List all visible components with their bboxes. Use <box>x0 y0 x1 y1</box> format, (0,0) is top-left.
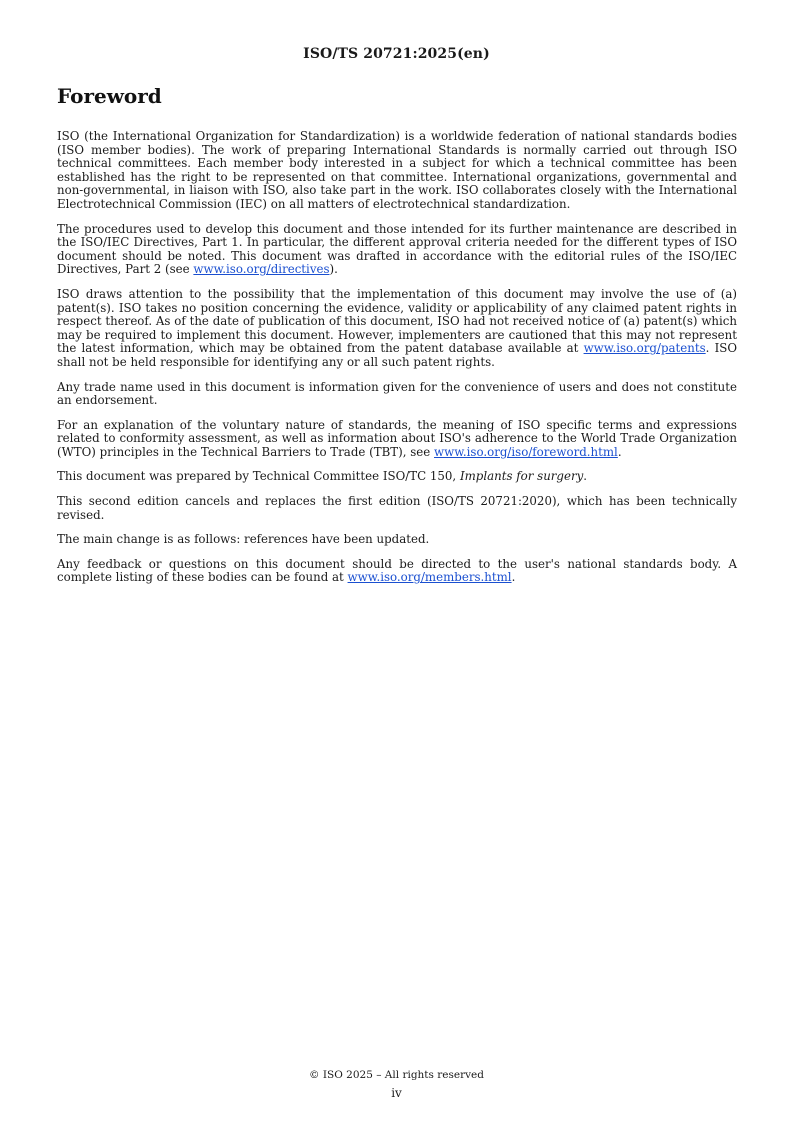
patents-link[interactable]: www.iso.org/patents <box>583 341 706 356</box>
paragraph-text: Any feedback or questions on this document should be directed to the user's national standards body. A complete listing of these bodies can be found at <box>57 556 737 585</box>
paragraph-iso-intro: ISO (the International Organization for Standardization) is a worldwide federation of national standards bodies (ISO member bodies). The work of preparing International Standards is normally carried out through ISO technical committees. Each member body interested in a subject for which a technical committee has been established has the right to be represented on that committee. International organizations, governmental and non-governmental, in liaison with ISO, also take part in the work. ISO collaborates closely with the International Electrotechnical Commission (IEC) on all matters of electrotechnical standardization. <box>57 129 737 211</box>
paragraph-text-end: . <box>617 444 622 459</box>
paragraph-text-end: . ISO shall not be held responsible for identifying any or all such patent rights. <box>57 341 737 369</box>
paragraph-text-end: . <box>511 570 516 585</box>
paragraph-feedback <box>57 558 737 585</box>
members-link[interactable]: www.iso.org/members.html <box>347 570 512 585</box>
paragraph-text-end: ). <box>329 262 338 277</box>
directives-link[interactable]: www.iso.org/directives <box>193 262 330 277</box>
paragraph-text: This document was prepared by Technical Committee ISO/TC 150, <box>57 469 460 484</box>
paragraph-text: ISO draws attention to the possibility that the implementation of this document may involve the use of (a) patent(s). ISO takes no position concerning the evidence, validity or applicability of any claimed patent rights in respect thereof. As of the date of publication of this document, ISO had not received notice of (a) patent(s) which may be required to implement this document. However, implementers are cautioned that this may not represent the latest information, which may be obtained from the patent database available at <box>57 286 737 356</box>
paragraph-committee <box>57 470 737 484</box>
paragraph-trade-name: Any trade name used in this document is information given for the convenience of users and does not constitute an endorsement. <box>57 379 737 408</box>
paragraph-text: The procedures used to develop this document and those intended for its further maintenance are described in the ISO/IEC Directives, Part 1. In particular, the different approval criteria needed for the different types of ISO document should be noted. This document was drafted in accordance with the editorial rules of the ISO/IEC Directives, Part 2 (see <box>57 221 737 277</box>
document-id-header: ISO/TS 20721:2025(en) <box>303 46 490 62</box>
committee-title: Implants for surgery <box>459 469 584 484</box>
paragraph-main-change: The main change is as follows: references have been updated. <box>57 532 430 547</box>
foreword-link[interactable]: www.iso.org/iso/foreword.html <box>434 444 618 459</box>
paragraph-procedures <box>57 223 737 277</box>
paragraph-patents <box>57 288 737 370</box>
paragraph-text: For an explanation of the voluntary nature of standards, the meaning of ISO specific terms and expressions related to conformity assessment, as well as information about ISO's adherence to the World Trade Organization (WTO) principles in the Technical Barriers to Trade (TBT), see <box>57 417 737 459</box>
copyright-notice: © ISO 2025 – All rights reserved <box>309 1069 484 1081</box>
page-number: iv <box>391 1086 402 1100</box>
page-title: Foreword <box>57 84 162 108</box>
paragraph-text-end: . <box>583 469 588 484</box>
page-footer <box>0 1066 793 1102</box>
foreword-body <box>57 130 737 596</box>
paragraph-edition: This second edition cancels and replaces the first edition (ISO/TS 20721:2020), which has been technically revised. <box>57 494 737 522</box>
paragraph-voluntary-nature <box>57 419 737 460</box>
